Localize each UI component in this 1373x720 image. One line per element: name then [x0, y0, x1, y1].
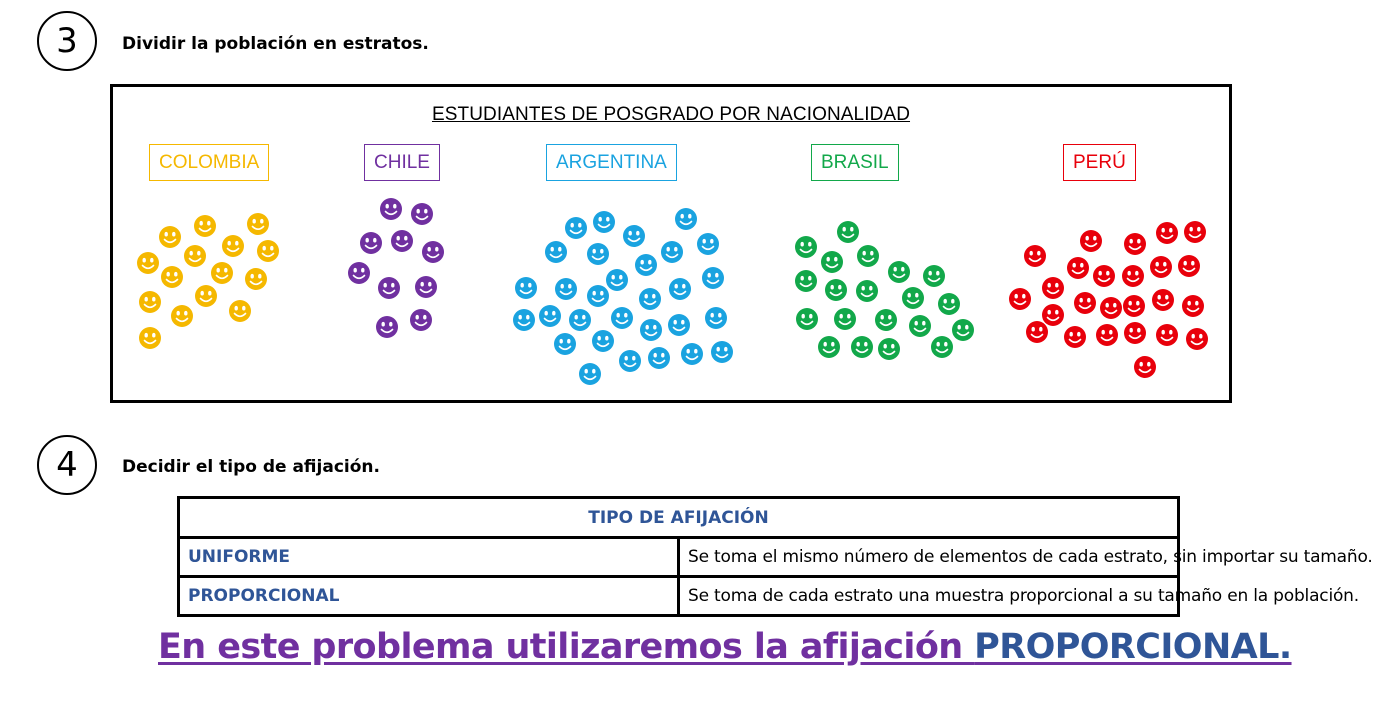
smiley-face-icon-colombia	[171, 305, 193, 327]
smiley-face-icon-argentina	[513, 309, 535, 331]
smiley-face-icon-brasil	[795, 236, 817, 258]
smiley-face-icon-chile	[411, 203, 433, 225]
smiley-face-icon-argentina	[681, 343, 703, 365]
smiley-face-icon-argentina	[619, 350, 641, 372]
allocation-description-proporcional: Se toma de cada estrato una muestra proporcional a su tamaño en la población.	[679, 577, 1179, 616]
stratum-label-peru: PERÚ	[1063, 144, 1136, 181]
smiley-face-icon-argentina	[635, 254, 657, 276]
smiley-face-icon-per	[1186, 328, 1208, 350]
step-4-title: Decidir el tipo de afijación.	[122, 457, 380, 477]
smiley-face-icon-per	[1150, 256, 1172, 278]
smiley-face-icon-colombia	[245, 268, 267, 290]
smiley-face-icon-per	[1178, 255, 1200, 277]
smiley-face-icon-chile	[391, 230, 413, 252]
smiley-face-icon-per	[1093, 265, 1115, 287]
conclusion-statement	[158, 627, 1292, 667]
smiley-face-icon-per	[1080, 230, 1102, 252]
smiley-face-icon-brasil	[857, 245, 879, 267]
smiley-face-icon-brasil	[938, 293, 960, 315]
smiley-face-icon-per	[1067, 257, 1089, 279]
smiley-face-icon-per	[1184, 221, 1206, 243]
smiley-face-icon-argentina	[711, 341, 733, 363]
smiley-face-icon-chile	[378, 277, 400, 299]
smiley-face-icon-brasil	[856, 280, 878, 302]
smiley-face-icon-chile	[376, 316, 398, 338]
smiley-face-icon-per	[1152, 289, 1174, 311]
smiley-face-icon-argentina	[554, 333, 576, 355]
table-row	[179, 577, 1179, 616]
smiley-face-icon-argentina	[539, 305, 561, 327]
smiley-face-icon-colombia	[161, 266, 183, 288]
smiley-face-icon-per	[1122, 265, 1144, 287]
step-3-title: Dividir la población en estratos.	[122, 34, 429, 54]
smiley-face-icon-colombia	[222, 235, 244, 257]
smiley-face-icon-brasil	[875, 309, 897, 331]
smiley-face-icon-per	[1026, 321, 1048, 343]
stratum-label-argentina: ARGENTINA	[546, 144, 677, 181]
smiley-face-icon-colombia	[137, 252, 159, 274]
smiley-face-icon-argentina	[668, 314, 690, 336]
smiley-face-icon-brasil	[878, 338, 900, 360]
smiley-face-icon-per	[1134, 356, 1156, 378]
smiley-face-icon-per	[1042, 304, 1064, 326]
smiley-face-icon-colombia	[159, 226, 181, 248]
step-4-number: 4	[37, 435, 97, 495]
smiley-face-icon-argentina	[592, 330, 614, 352]
step-3-number: 3	[37, 11, 97, 71]
smiley-face-icon-brasil	[796, 308, 818, 330]
strata-title: ESTUDIANTES DE POSGRADO POR NACIONALIDAD	[431, 104, 911, 125]
smiley-face-icon-brasil	[909, 315, 931, 337]
smiley-face-icon-brasil	[795, 270, 817, 292]
smiley-face-icon-chile	[410, 309, 432, 331]
smiley-face-icon-brasil	[902, 287, 924, 309]
smiley-face-icon-colombia	[211, 262, 233, 284]
smiley-face-icon-per	[1100, 297, 1122, 319]
smiley-face-icon-argentina	[705, 307, 727, 329]
smiley-face-icon-argentina	[669, 278, 691, 300]
smiley-face-icon-argentina	[639, 288, 661, 310]
smiley-face-icon-per	[1124, 233, 1146, 255]
smiley-face-icon-chile	[360, 232, 382, 254]
smiley-face-icon-per	[1064, 326, 1086, 348]
smiley-face-icon-argentina	[648, 347, 670, 369]
smiley-face-icon-brasil	[818, 336, 840, 358]
smiley-face-icon-per	[1123, 295, 1145, 317]
smiley-face-icon-per	[1042, 277, 1064, 299]
smiley-face-icon-chile	[348, 262, 370, 284]
smiley-face-icon-argentina	[587, 285, 609, 307]
allocation-type-uniforme: UNIFORME	[179, 538, 679, 577]
smiley-face-icon-argentina	[606, 269, 628, 291]
smiley-face-icon-argentina	[587, 243, 609, 265]
smiley-face-icon-colombia	[139, 291, 161, 313]
smiley-face-icon-argentina	[675, 208, 697, 230]
smiley-face-icon-per	[1156, 222, 1178, 244]
smiley-face-icon-per	[1024, 245, 1046, 267]
smiley-face-icon-argentina	[545, 241, 567, 263]
smiley-face-icon-brasil	[837, 221, 859, 243]
table-row	[179, 538, 1179, 577]
smiley-face-icon-argentina	[640, 319, 662, 341]
smiley-face-icon-colombia	[194, 215, 216, 237]
allocation-description-uniforme: Se toma el mismo número de elementos de cada estrato, sin importar su tamaño.	[679, 538, 1179, 577]
smiley-face-icon-chile	[422, 241, 444, 263]
allocation-types-table	[177, 496, 1373, 617]
smiley-face-icon-argentina	[515, 277, 537, 299]
smiley-face-icon-colombia	[229, 300, 251, 322]
smiley-face-icon-colombia	[139, 327, 161, 349]
smiley-face-icon-argentina	[702, 267, 724, 289]
smiley-face-icon-brasil	[821, 251, 843, 273]
smiley-face-icon-brasil	[834, 308, 856, 330]
smiley-face-icon-argentina	[593, 211, 615, 233]
smiley-face-icon-colombia	[247, 213, 269, 235]
smiley-face-icon-colombia	[184, 245, 206, 267]
smiley-face-icon-brasil	[923, 265, 945, 287]
smiley-face-icon-colombia	[195, 285, 217, 307]
smiley-face-icon-argentina	[565, 217, 587, 239]
smiley-face-icon-chile	[415, 276, 437, 298]
allocation-type-proporcional: PROPORCIONAL	[179, 577, 679, 616]
smiley-face-icon-per	[1096, 324, 1118, 346]
conclusion-text: En este problema utilizaremos la afijación	[158, 627, 975, 667]
smiley-face-icon-per	[1156, 324, 1178, 346]
smiley-face-icon-per	[1074, 292, 1096, 314]
smiley-face-icon-brasil	[851, 336, 873, 358]
smiley-face-icon-argentina	[661, 241, 683, 263]
smiley-face-icon-brasil	[825, 279, 847, 301]
smiley-face-icon-brasil	[952, 319, 974, 341]
stratum-label-colombia: COLOMBIA	[149, 144, 269, 181]
smiley-face-icon-per	[1182, 295, 1204, 317]
conclusion-highlight: PROPORCIONAL.	[974, 627, 1292, 667]
stratum-label-brasil: BRASIL	[811, 144, 899, 181]
stratum-label-chile: CHILE	[364, 144, 440, 181]
smiley-face-icon-per	[1009, 288, 1031, 310]
smiley-face-icon-argentina	[623, 225, 645, 247]
smiley-face-icon-brasil	[888, 261, 910, 283]
smiley-face-icon-argentina	[611, 307, 633, 329]
smiley-face-icon-argentina	[579, 363, 601, 385]
table-header: TIPO DE AFIJACIÓN	[179, 498, 1179, 538]
smiley-face-icon-argentina	[569, 309, 591, 331]
smiley-face-icon-brasil	[931, 336, 953, 358]
smiley-face-icon-argentina	[555, 278, 577, 300]
smiley-face-icon-chile	[380, 198, 402, 220]
smiley-face-icon-colombia	[257, 240, 279, 262]
smiley-face-icon-argentina	[697, 233, 719, 255]
smiley-face-icon-per	[1124, 322, 1146, 344]
